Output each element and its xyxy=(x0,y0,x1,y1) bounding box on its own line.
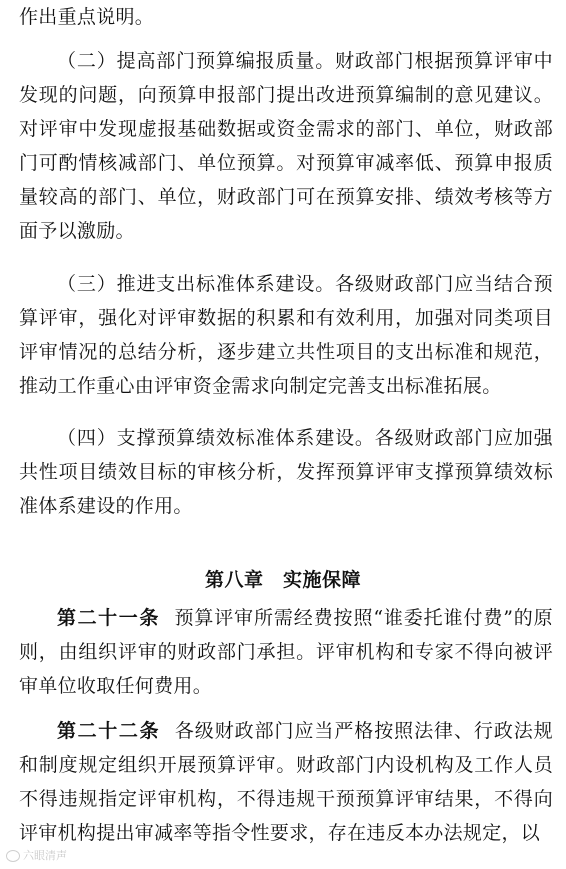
article-22-text: 各级财政部门应当严格按照法律、行政法规和制度规定组织开展预算评审。财政部门内设机构及工作人员不得违规指定评审机构，不得违规干预预算评审结果，不得向评审机构提出审减率等指令性要求，存在违反本办法规定，以 xyxy=(19,720,553,844)
paragraph-item-3: （三）推进支出标准体系建设。各级财政部门应当结合预算评审，强化对评审数据的积累和有效利用，加强对同类项目评审情况的总结分析，逐步建立共性项目的支出标准和规范，推动工作重心由评审资金需求向制定完善支出标准拓展。 xyxy=(19,273,553,397)
watermark xyxy=(6,849,67,863)
article-22-label: 第二十二条 xyxy=(57,720,161,742)
article-21-text: 预算评审所需经费按照“谁委托谁付费”的原则，由组织评审的财政部门承担。评审机构和专家不得向被评审单位收取任何费用。 xyxy=(19,607,553,697)
paragraph-continuation: 作出重点说明。 xyxy=(19,6,155,28)
watermark-logo-icon xyxy=(6,850,20,862)
article-21 xyxy=(19,601,553,703)
paragraph-item-2: （二）提高部门预算编报质量。财政部门根据预算评审中发现的问题，向预算申报部门提出改进预算编制的意见建议。对评审中发现虚报基础数据或资金需求的部门、单位，财政部门可酌情核减部门、单位预算。对预算审减率低、预算申报质量较高的部门、单位，财政部门可在预算安排、绩效考核等方面予以激励。 xyxy=(19,50,553,242)
paragraph-item-4: （四）支撑预算绩效标准体系建设。各级财政部门应加强共性项目绩效目标的审核分析，发挥预算评审支撑预算绩效标准体系建设的作用。 xyxy=(19,427,553,517)
watermark-text: 六眼清声 xyxy=(23,849,67,862)
article-21-label: 第二十一条 xyxy=(57,607,160,629)
chapter-heading: 第八章 实施保障 xyxy=(204,569,361,591)
article-22 xyxy=(19,714,553,850)
